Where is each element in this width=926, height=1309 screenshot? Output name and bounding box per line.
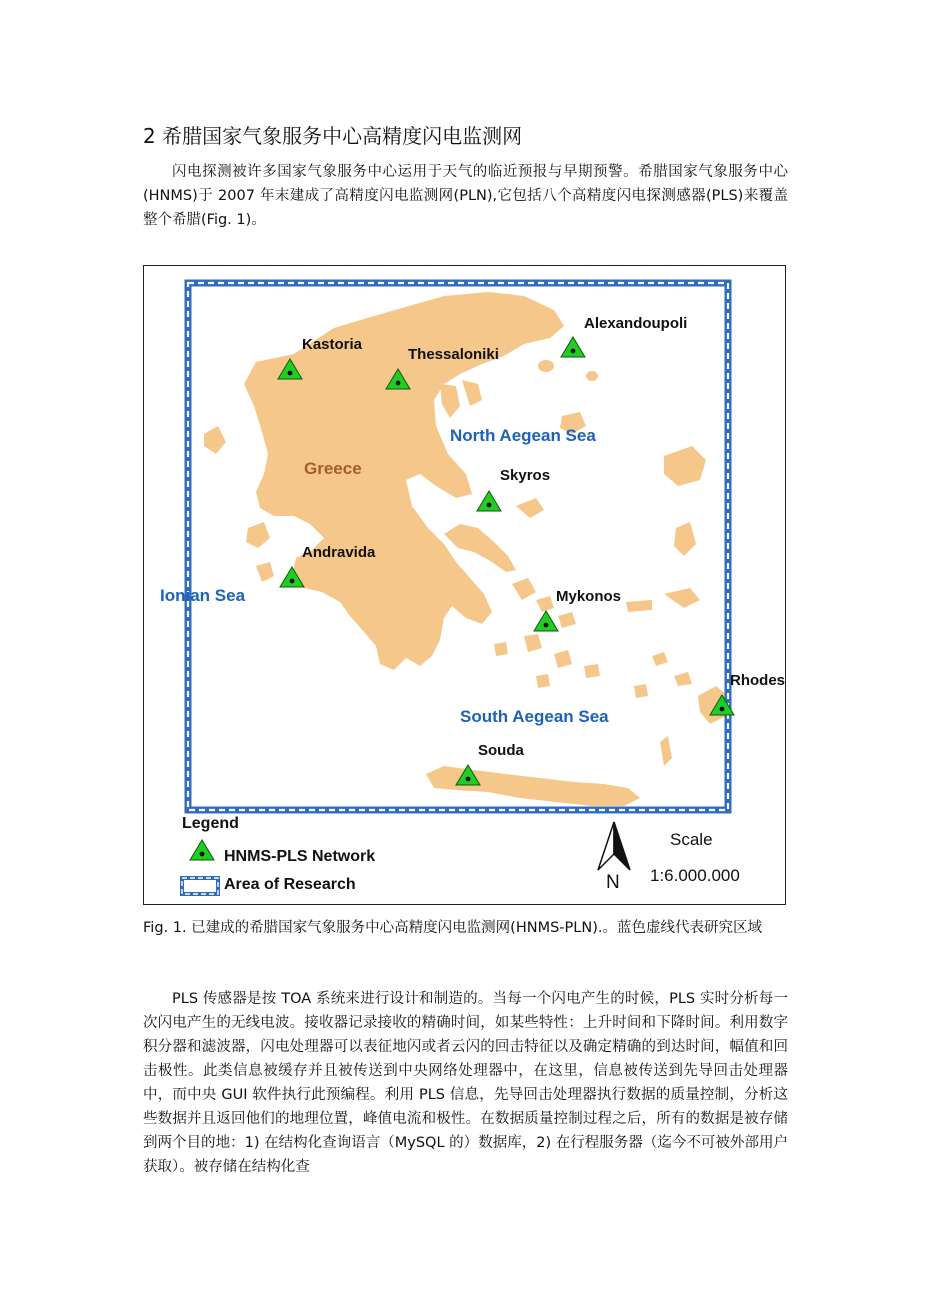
station-marker-alexandoupoli [561,337,585,357]
label-mykonos: Mykonos [556,588,622,605]
legend-area-label: Area of Research [224,876,356,893]
station-marker-skyros [477,491,501,511]
scale-label: Scale [670,830,713,849]
label-north-aegean: North Aegean Sea [450,426,596,445]
label-thessaloniki: Thessaloniki [408,346,499,363]
label-south-aegean: South Aegean Sea [460,707,609,726]
figure-map [143,265,786,905]
label-souda: Souda [478,742,524,759]
land-greece [204,292,730,806]
section-heading: 2 希腊国家气象服务中心高精度闪电监测网 [143,124,523,148]
north-label: N [606,872,620,893]
legend-area-symbol [182,878,218,894]
legend-network-symbol [190,840,214,860]
label-ionian: Ionian Sea [160,586,246,605]
north-arrow-icon [598,822,630,870]
figure-caption: Fig. 1. 已建成的希腊国家气象服务中心高精度闪电监测网(HNMS-PLN).。蓝色虚线代表研究区域 [143,920,762,936]
legend-title: Legend [182,815,239,832]
body-paragraph: PLS 传感器是按 TOA 系统来进行设计和制造的。当每一个闪电产生的时候，PLS 实时分析每一次闪电产生的无线电波。接收器记录接收的精确时间，如某些特性：上升时间和下降时间。利用数字积分器和滤波器，闪电处理器可以表征地闪或者云闪的回击特征以及确定精确的到达时间，幅值和回击极性。此类信息被缓存并且被传送到中央网络处理器中，在这里，信息被传送到先导回击处理器中，而中央 GUI 软件执行此预编程。利用 PLS 信息，先导回击处理器执行数据的质量控制，分析这些数据并且返回他们的地理位置，峰值电流和极性。在数据质量控制过程之后，所有的数据是被存储到两个目的地：1) 在结构化查询语言（MySQL 的）数据库，2) 在行程服务器（迄今不可被外部用户获取）。被存储在结构化查 [143,991,788,1175]
label-alexandoupoli: Alexandoupoli [584,315,688,332]
legend-network-label: HNMS-PLS Network [224,848,376,865]
scale-value: 1:6.000.000 [650,866,740,885]
label-rhodes: Rhodes [730,672,786,689]
label-kastoria: Kastoria [302,336,363,353]
label-andravida: Andravida [302,544,376,561]
station-marker-mykonos [534,611,558,631]
intro-paragraph: 闪电探测被许多国家气象服务中心运用于天气的临近预报与早期预警。希腊国家气象服务中心(HNMS)于 2007 年末建成了高精度闪电监测网(PLN),它包括八个高精度闪电探测感器(PLS)来覆盖整个希腊(Fig. 1)。 [143,164,788,228]
label-skyros: Skyros [500,467,551,484]
label-greece: Greece [304,459,362,478]
